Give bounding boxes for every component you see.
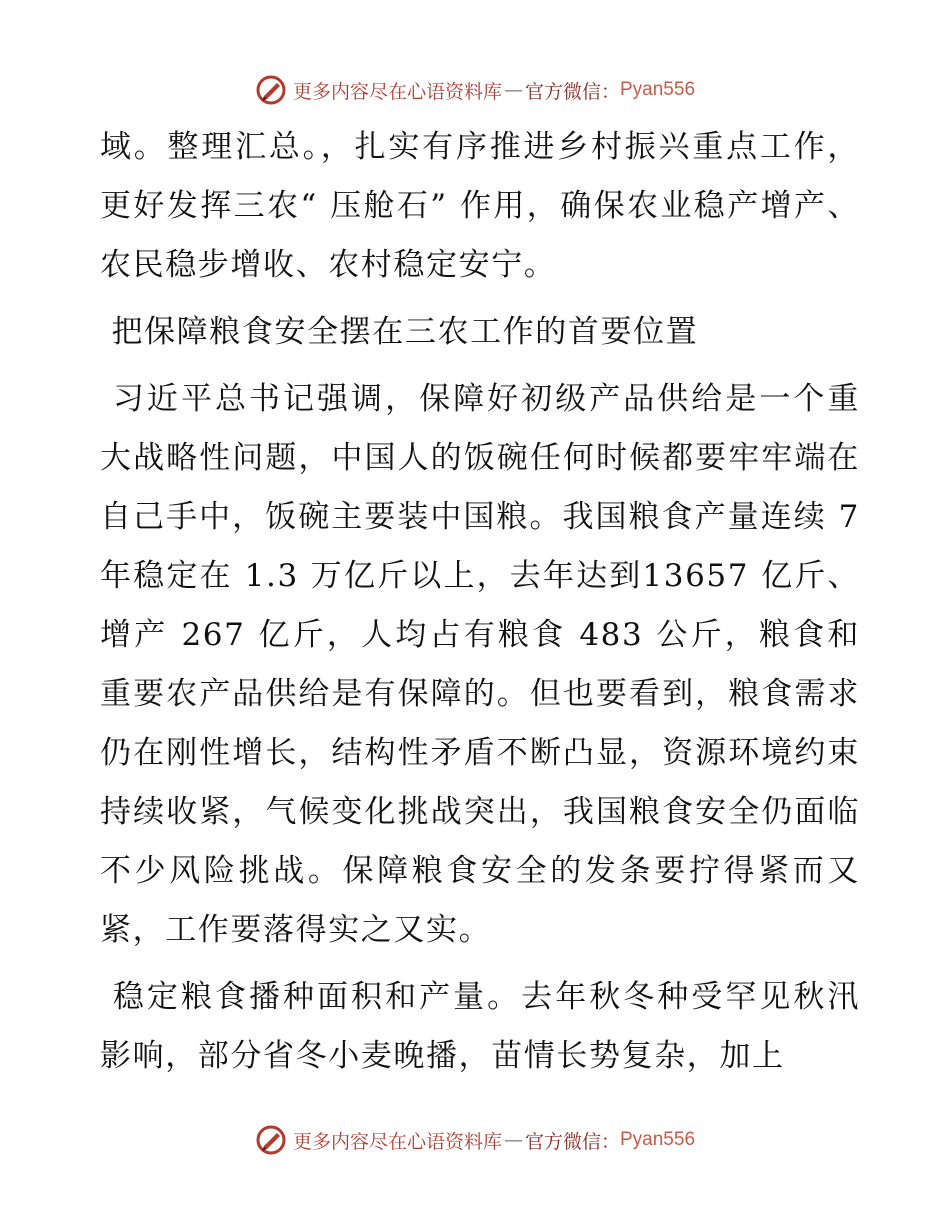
watermark-id: Pyan556 (620, 79, 696, 100)
paragraph-3: 稳定粮食播种面积和产量。去年秋冬种受罕见秋汛影响，部分省冬小麦晚播，苗情长势复杂，加上 (100, 979, 860, 1074)
watermark-separator: — (503, 79, 523, 101)
section-heading: 把保障粮食安全摆在三农工作的首要位置 (100, 314, 699, 350)
paragraph-1: 域。整理汇总。，扎实有序推进乡村振兴重点工作，更好发挥三农“ 压舱石” 作用，确保农业稳产增产、农民稳步增收、农村稳定安宁。 (100, 129, 860, 283)
header-watermark (0, 70, 950, 110)
watermark-text: 更多内容尽在心语资料库 (292, 80, 502, 103)
watermark-brand: 官方微信： (524, 1130, 620, 1153)
pen-logo-icon (255, 1124, 287, 1156)
watermark-brand: 官方微信： (524, 80, 620, 103)
watermark-text: 更多内容尽在心语资料库 (292, 1130, 502, 1153)
document-body (100, 118, 872, 1086)
footer-watermark (0, 1120, 950, 1160)
pen-logo-icon (255, 74, 287, 106)
watermark-id: Pyan556 (620, 1129, 696, 1150)
paragraph-2: 习近平总书记强调，保障好初级产品供给是一个重大战略性问题，中国人的饭碗任何时候都要牢牢端在自己手中，饭碗主要装中国粮。我国粮食产量连续 7 年稳定在 1.3 万亿斤以上，去年达到13657 亿斤、增产 267 亿斤，人均占有粮食 483 公斤，粮食和重要农产品供给是有保障的。但也要看到，粮食需求仍在刚性增长，结构性矛盾不断凸显，资源环境约束持续收紧，气候变化挑战突出，我国粮食安全仍面临不少风险挑战。保障粮食安全的发条要拧得紧而又紧，工作要落得实之又实。 (100, 381, 872, 948)
watermark-separator: — (503, 1129, 523, 1151)
